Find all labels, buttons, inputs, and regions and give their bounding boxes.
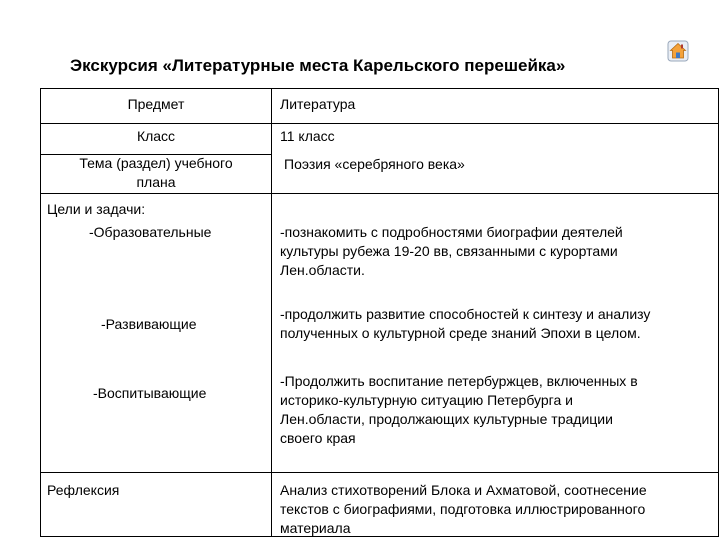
- text-line: историко-культурную ситуацию Петербурга и: [280, 392, 573, 408]
- page-title: Экскурсия «Литературные места Карельского перешейка»: [70, 56, 566, 75]
- column-divider: [271, 89, 272, 536]
- subject-label: Предмет: [127, 96, 185, 112]
- developmental-value: [280, 305, 650, 343]
- text-line: -продолжить развитие способностей к синтезу и анализу: [280, 306, 651, 322]
- home-icon: [667, 40, 689, 62]
- text-line: текстов с биографиями, подготовка иллюстрированного: [280, 501, 646, 517]
- text-line: материала: [280, 520, 351, 536]
- goals-header: Цели и задачи:: [47, 201, 146, 217]
- topic-label: [41, 154, 271, 192]
- class-label: Класс: [136, 128, 176, 144]
- text-line: культуры рубежа 19-20 вв, связанными с курортами: [280, 243, 618, 259]
- class-value: 11 класс: [280, 128, 335, 144]
- text-line: своего края: [280, 430, 356, 446]
- row-divider: [41, 472, 718, 473]
- upbringing-value: [280, 372, 638, 448]
- subject-value: Литература: [280, 96, 356, 112]
- reflection-value: [280, 481, 647, 538]
- topic-value: Поэзия «серебряного века»: [284, 156, 465, 172]
- row-divider: [41, 123, 718, 124]
- text-line: -познакомить с подробностями биографии деятелей: [280, 224, 623, 240]
- topic-label-line: плана: [136, 174, 176, 190]
- text-line: полученных о культурной среде знаний Эпохи в целом.: [280, 325, 641, 341]
- text-line: Анализ стихотворений Блока и Ахматовой, соотнесение: [280, 482, 647, 498]
- home-button[interactable]: [667, 40, 689, 62]
- educational-label: -Образовательные: [89, 224, 212, 240]
- reflection-label: Рефлексия: [47, 482, 120, 498]
- topic-label-line: Тема (раздел) учебного: [79, 155, 233, 171]
- upbringing-label: -Воспитывающие: [93, 385, 207, 401]
- text-line: -Продолжить воспитание петербуржцев, включенных в: [280, 373, 638, 389]
- text-line: Лен.области, продолжающих культурные традиции: [280, 411, 613, 427]
- row-divider: [41, 193, 718, 194]
- developmental-label: -Развивающие: [101, 316, 197, 332]
- text-line: Лен.области.: [280, 262, 365, 278]
- excursion-table: [40, 88, 719, 537]
- educational-value: [280, 223, 623, 280]
